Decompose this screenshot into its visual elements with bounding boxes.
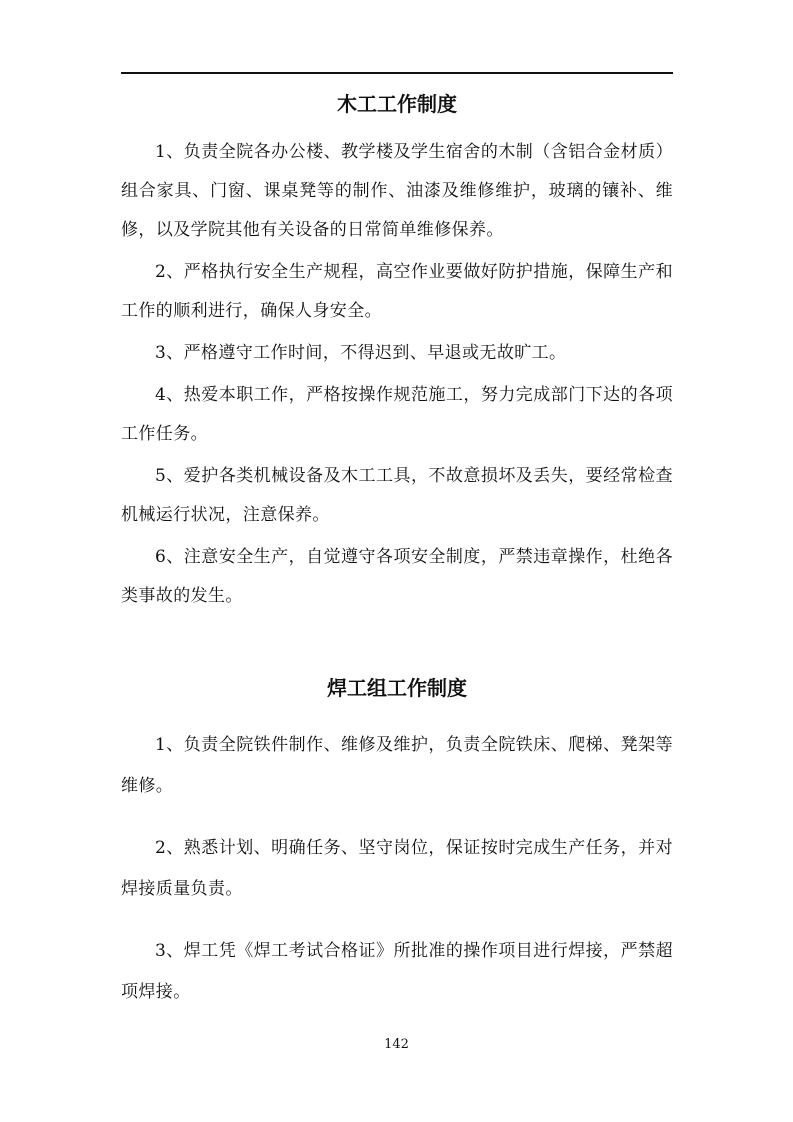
welding-rule-3: 3、焊工凭《焊工考试合格证》所批准的操作项目进行焊接，严禁超项焊接。 <box>121 941 673 1002</box>
carpentry-rule-2: 2、严格执行安全生产规程，高空作业要做好防护措施，保障生产和工作的顺利进行，确保人身安全。 <box>121 262 673 321</box>
carpentry-rule-6: 6、注意安全生产，自觉遵守各项安全制度，严禁违章操作，杜绝各类事故的发生。 <box>121 547 673 606</box>
carpentry-rules <box>121 133 673 619</box>
welding-rule-2: 2、熟悉计划、明确任务、坚守岗位，保证按时完成生产任务，并对焊接质量负责。 <box>121 838 673 899</box>
carpentry-rule-4: 4、热爱本职工作，严格按操作规范施工，努力完成部门下达的各项工作任务。 <box>121 385 673 444</box>
welding-rules <box>121 725 673 1034</box>
carpentry-rule-3: 3、严格遵守工作时间，不得迟到、早退或无故旷工。 <box>155 343 567 363</box>
carpentry-rule-5: 5、爱护各类机械设备及木工工具，不故意损坏及丢失，要经常检查机械运行状况，注意保养。 <box>121 466 673 525</box>
carpentry-rule-1: 1、负责全院各办公楼、教学楼及学生宿舍的木制（含铝合金材质）组合家具、门窗、课桌凳等的制作、油漆及维修维护，玻璃的镶补、维修，以及学院其他有关设备的日常简单维修保养。 <box>121 142 673 240</box>
section-title-carpentry: 木工工作制度 <box>337 92 457 116</box>
header-rule <box>121 72 673 74</box>
welding-rule-1: 1、负责全院铁件制作、维修及维护，负责全院铁床、爬梯、凳架等维修。 <box>121 735 673 796</box>
page-number: 142 <box>384 1037 409 1052</box>
section-title-welding: 焊工组工作制度 <box>327 676 467 700</box>
